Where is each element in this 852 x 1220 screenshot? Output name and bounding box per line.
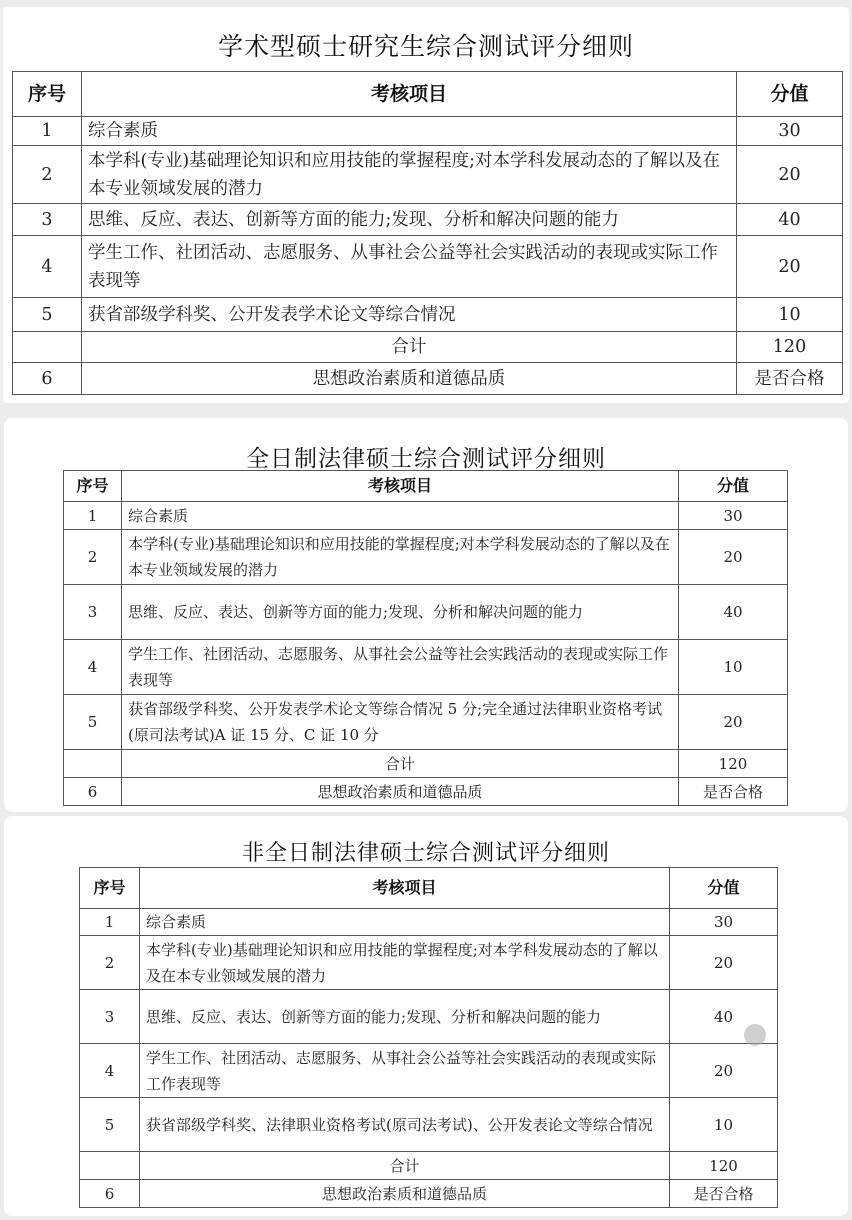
header-score: 分值 [737, 72, 843, 117]
row-score: 20 [679, 530, 788, 585]
row-item: 思维、反应、表达、创新等方面的能力;发现、分析和解决问题的能力 [122, 585, 679, 640]
section-title: 全日制法律硕士综合测试评分细则 [246, 446, 606, 472]
row-item: 思想政治素质和道德品质 [122, 778, 679, 806]
table-row [64, 778, 788, 806]
empty-cell [13, 332, 82, 363]
total-row [80, 1152, 778, 1180]
total-row [64, 750, 788, 778]
row-item: 综合素质 [82, 117, 737, 146]
section-parttime-law-master [4, 816, 848, 1216]
row-no: 2 [13, 146, 82, 204]
table-header-row [80, 868, 778, 909]
table-row [13, 204, 843, 236]
table-row [13, 298, 843, 332]
row-no: 5 [13, 298, 82, 332]
row-score: 40 [679, 585, 788, 640]
total-score: 120 [737, 332, 843, 363]
table-row [80, 990, 778, 1044]
total-label: 合计 [122, 750, 679, 778]
row-item: 本学科(专业)基础理论知识和应用技能的掌握程度;对本学科发展动态的了解以及在本专业领域发展的潜力 [82, 146, 737, 204]
row-score: 是否合格 [679, 778, 788, 806]
table-row [64, 695, 788, 750]
row-no: 6 [64, 778, 122, 806]
row-score: 30 [670, 909, 778, 936]
section-title: 学术型硕士研究生综合测试评分细则 [217, 32, 634, 61]
table-row [13, 236, 843, 298]
header-score: 分值 [679, 471, 788, 502]
section-title: 非全日制法律硕士综合测试评分细则 [241, 841, 610, 866]
table-row [80, 1044, 778, 1098]
row-score: 20 [670, 936, 778, 990]
header-no: 序号 [64, 471, 122, 502]
scoring-table [79, 867, 778, 1208]
row-item: 获省部级学科奖、公开发表学术论文等综合情况 [82, 298, 737, 332]
row-no: 2 [80, 936, 140, 990]
row-no: 4 [80, 1044, 140, 1098]
table-row [64, 585, 788, 640]
total-score: 120 [670, 1152, 778, 1180]
row-item: 思想政治素质和道德品质 [140, 1180, 670, 1208]
table-row [80, 1180, 778, 1208]
total-label: 合计 [82, 332, 737, 363]
table-header-row [64, 471, 788, 502]
row-no: 5 [64, 695, 122, 750]
row-no: 4 [64, 640, 122, 695]
header-no: 序号 [80, 868, 140, 909]
row-score: 40 [670, 990, 778, 1044]
header-score: 分值 [670, 868, 778, 909]
touch-indicator-dot [744, 1024, 766, 1046]
section-fulltime-law-master [4, 418, 848, 812]
table-row [64, 502, 788, 530]
table-row [13, 146, 843, 204]
row-item: 获省部级学科奖、公开发表学术论文等综合情况 5 分;完全通过法律职业资格考试(原司法考试)A 证 15 分、C 证 10 分 [122, 695, 679, 750]
scoring-table [63, 470, 788, 806]
row-score: 20 [670, 1044, 778, 1098]
row-no: 1 [80, 909, 140, 936]
row-score: 20 [737, 146, 843, 204]
total-row [13, 332, 843, 363]
row-item: 思想政治素质和道德品质 [82, 363, 737, 395]
row-item: 学生工作、社团活动、志愿服务、从事社会公益等社会实践活动的表现或实际工作表现等 [140, 1044, 670, 1098]
row-item: 本学科(专业)基础理论知识和应用技能的掌握程度;对本学科发展动态的了解以及在本专业领域发展的潜力 [122, 530, 679, 585]
header-no: 序号 [13, 72, 82, 117]
row-score: 40 [737, 204, 843, 236]
row-item: 思维、反应、表达、创新等方面的能力;发现、分析和解决问题的能力 [140, 990, 670, 1044]
row-no: 3 [13, 204, 82, 236]
row-item: 学生工作、社团活动、志愿服务、从事社会公益等社会实践活动的表现或实际工作表现等 [122, 640, 679, 695]
table-header-row [13, 72, 843, 117]
header-item: 考核项目 [140, 868, 670, 909]
row-no: 4 [13, 236, 82, 298]
table-row [64, 640, 788, 695]
row-item: 综合素质 [122, 502, 679, 530]
row-no: 6 [80, 1180, 140, 1208]
section-academic-master [3, 7, 849, 403]
row-item: 本学科(专业)基础理论知识和应用技能的掌握程度;对本学科发展动态的了解以及在本专业领域发展的潜力 [140, 936, 670, 990]
table-row [80, 909, 778, 936]
row-score: 10 [670, 1098, 778, 1152]
total-score: 120 [679, 750, 788, 778]
row-no: 5 [80, 1098, 140, 1152]
row-score: 是否合格 [670, 1180, 778, 1208]
empty-cell [64, 750, 122, 778]
row-score: 30 [737, 117, 843, 146]
row-no: 3 [80, 990, 140, 1044]
row-score: 20 [737, 236, 843, 298]
row-item: 思维、反应、表达、创新等方面的能力;发现、分析和解决问题的能力 [82, 204, 737, 236]
row-item: 综合素质 [140, 909, 670, 936]
row-item: 获省部级学科奖、法律职业资格考试(原司法考试)、公开发表论文等综合情况 [140, 1098, 670, 1152]
table-row [80, 1098, 778, 1152]
row-score: 10 [679, 640, 788, 695]
row-score: 是否合格 [737, 363, 843, 395]
table-row [80, 936, 778, 990]
header-item: 考核项目 [122, 471, 679, 502]
row-no: 3 [64, 585, 122, 640]
table-row [13, 363, 843, 395]
row-no: 1 [13, 117, 82, 146]
row-score: 20 [679, 695, 788, 750]
scoring-table [12, 71, 843, 395]
table-row [13, 117, 843, 146]
row-item: 学生工作、社团活动、志愿服务、从事社会公益等社会实践活动的表现或实际工作表现等 [82, 236, 737, 298]
header-item: 考核项目 [82, 72, 737, 117]
row-no: 1 [64, 502, 122, 530]
table-row [64, 530, 788, 585]
row-no: 2 [64, 530, 122, 585]
row-no: 6 [13, 363, 82, 395]
total-label: 合计 [140, 1152, 670, 1180]
empty-cell [80, 1152, 140, 1180]
row-score: 30 [679, 502, 788, 530]
row-score: 10 [737, 298, 843, 332]
